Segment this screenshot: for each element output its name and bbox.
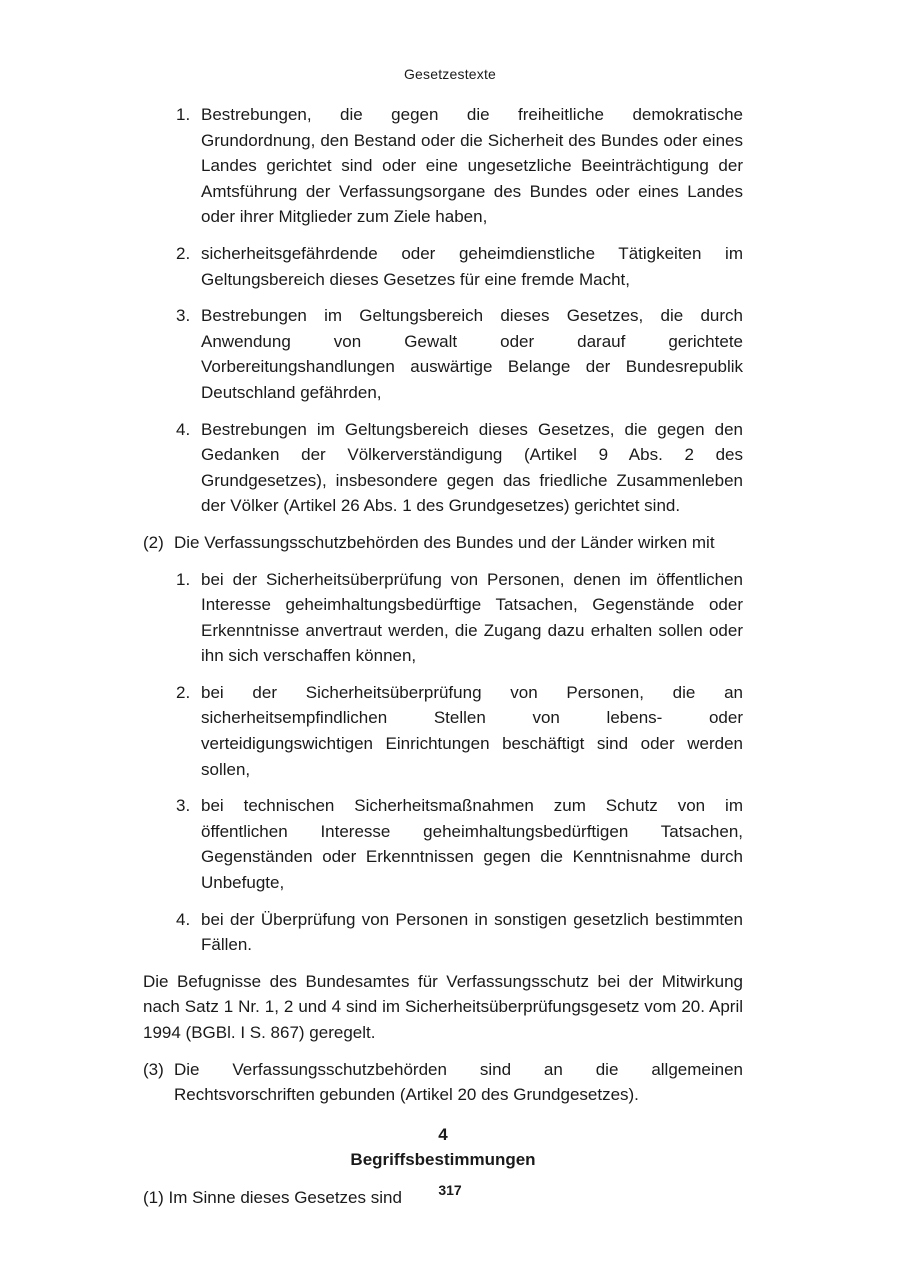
body-text <box>143 102 743 1222</box>
item-text: Bestrebungen, die gegen die freiheitliche demokratische Grundordnung, den Bestand oder die Sicherheit des Bundes oder eines Landes gerichtet sind oder eine ungesetzliche Beeinträchtigung der Amtsführung der Verfassungsorgane des Bundes oder eines Landes oder ihrer Mitglieder zum Ziele haben, <box>201 105 743 227</box>
item-text: sicherheitsgefährdende oder geheimdienstliche Tätigkeiten im Geltungsbereich dieses Gesetzes für eine fremde Macht, <box>201 243 743 289</box>
item-text: Bestrebungen im Geltungsbereich dieses Gesetzes, die gegen den Gedanken der Völkerverständigung (Artikel 9 Abs. 2 des Grundgesetzes), insbesondere gegen das friedliche Zusammenleben der Völker (Artikel 26 Abs. 1 des Grundgesetzes) gerichtet sind. <box>201 419 743 516</box>
item-text: bei der Sicherheitsüberprüfung von Personen, denen im öffentlichen Interesse geheimhaltungsbedürftige Tatsachen, Gegenstände oder Erkenntnisse anvertraut werden, die Zugang dazu erhalten sollen oder ihn sich verschaffen können, <box>201 569 743 666</box>
item-number: 1. <box>176 569 191 589</box>
page-number: 317 <box>438 1182 462 1198</box>
list-item <box>143 907 743 958</box>
item-text: bei der Überprüfung von Personen in sonstigen gesetzlich bestimmten Fällen. <box>201 909 743 955</box>
item-number: 4. <box>176 419 191 439</box>
item-number: 1. <box>176 105 191 124</box>
list-item <box>143 417 743 519</box>
list-item <box>143 793 743 895</box>
list-item <box>143 303 743 405</box>
paragraph-text: Die Verfassungsschutzbehörden des Bundes und der Länder wirken mit <box>174 532 715 552</box>
item-text: Bestrebungen im Geltungsbereich dieses Gesetzes, die durch Anwendung von Gewalt oder darauf gerichtete Vorbereitungshandlungen auswärtige Belange der Bundesrepublik Deutschland gefährden, <box>201 306 743 402</box>
running-title: Gesetzestexte <box>403 66 497 82</box>
item-number: 3. <box>176 796 191 816</box>
section-number: 4 <box>438 1124 448 1144</box>
list-item <box>143 680 743 782</box>
section-title: Begriffsbestimmungen <box>350 1150 536 1170</box>
item-number: 2. <box>176 243 191 263</box>
item-number: 4. <box>176 909 191 929</box>
paragraph-2 <box>143 530 743 556</box>
paragraph-number: (1) <box>143 1187 164 1207</box>
paragraph-number: (2) <box>143 532 164 552</box>
paragraph-2-closing: Die Befugnisse des Bundesamtes für Verfassungsschutz bei der Mitwirkung nach Satz 1 Nr. 1, 2 und 4 sind im Sicherheitsüberprüfungsgesetz vom 20. April 1994 (BGBl. I S. 867) geregelt. <box>143 971 743 1042</box>
item-number: 3. <box>176 306 191 326</box>
item-text: bei technischen Sicherheitsmaßnahmen zum Schutz von im öffentlichen Interesse geheimhaltungsbedürftigen Tatsachen, Gegenständen oder Erkenntnissen gegen die Kenntnisnahme durch Unbefugte, <box>201 796 743 893</box>
paragraph-text: Im Sinne dieses Gesetzes sind <box>168 1187 402 1207</box>
item-number: 2. <box>176 682 191 702</box>
paragraph-text: Die Verfassungsschutzbehörden sind an die allgemeinen Rechtsvorschriften gebunden (Artikel 20 des Grundgesetzes). <box>174 1059 743 1105</box>
list-item <box>143 567 743 669</box>
list-item <box>143 241 743 292</box>
paragraph-3 <box>143 1057 743 1108</box>
list-item <box>143 102 743 230</box>
item-text: bei der Sicherheitsüberprüfung von Personen, die an sicherheitsempfindlichen Stellen von lebens- oder verteidigungswichtigen Einrichtungen beschäftigt sind oder werden sollen, <box>201 682 743 779</box>
paragraph-number: (3) <box>143 1059 164 1079</box>
